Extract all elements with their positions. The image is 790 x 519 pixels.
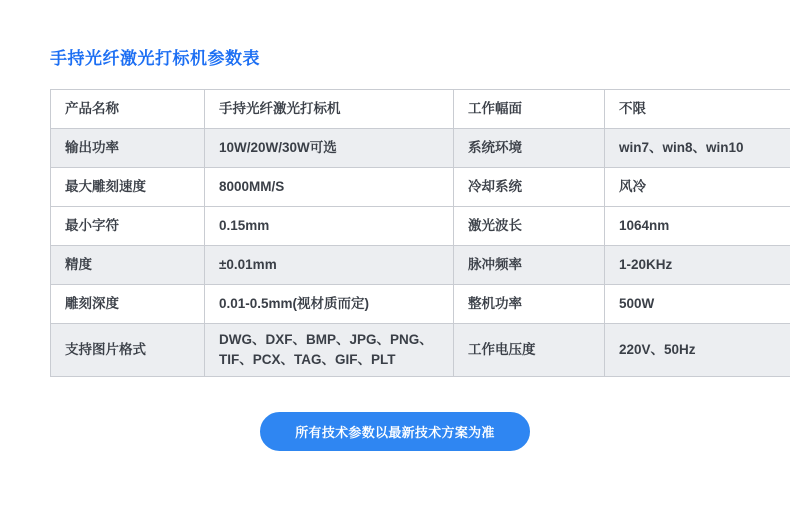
page-title: 手持光纤激光打标机参数表 bbox=[50, 49, 260, 68]
param-value: 0.15mm bbox=[205, 207, 454, 246]
table-row bbox=[51, 168, 790, 207]
param-label: 工作幅面 bbox=[454, 90, 605, 129]
param-value: 10W/20W/30W可选 bbox=[205, 129, 454, 168]
param-value: 手持光纤激光打标机 bbox=[205, 90, 454, 129]
param-value: 1-20KHz bbox=[605, 246, 790, 285]
param-label: 整机功率 bbox=[454, 285, 605, 324]
param-value: 0.01-0.5mm(视材质而定) bbox=[205, 285, 454, 324]
table-row bbox=[51, 207, 790, 246]
param-value: ±0.01mm bbox=[205, 246, 454, 285]
param-label: 冷却系统 bbox=[454, 168, 605, 207]
footnote-badge: 所有技术参数以最新技术方案为准 bbox=[260, 412, 530, 451]
table-row bbox=[51, 90, 790, 129]
param-value: 220V、50Hz bbox=[605, 324, 790, 377]
param-label: 雕刻深度 bbox=[51, 285, 205, 324]
param-value: 不限 bbox=[605, 90, 790, 129]
param-label: 工作电压度 bbox=[454, 324, 605, 377]
param-label: 激光波长 bbox=[454, 207, 605, 246]
param-label: 支持图片格式 bbox=[51, 324, 205, 377]
param-label: 输出功率 bbox=[51, 129, 205, 168]
table-row bbox=[51, 285, 790, 324]
specification-table bbox=[50, 89, 790, 377]
param-value: 1064nm bbox=[605, 207, 790, 246]
param-label: 最小字符 bbox=[51, 207, 205, 246]
table-body bbox=[51, 90, 790, 377]
table-row bbox=[51, 246, 790, 285]
param-value: 风冷 bbox=[605, 168, 790, 207]
param-label: 产品名称 bbox=[51, 90, 205, 129]
param-value: 8000MM/S bbox=[205, 168, 454, 207]
param-label: 系统环境 bbox=[454, 129, 605, 168]
param-label: 精度 bbox=[51, 246, 205, 285]
param-value: win7、win8、win10 bbox=[605, 129, 790, 168]
table-row bbox=[51, 129, 790, 168]
param-value: DWG、DXF、BMP、JPG、PNG、TIF、PCX、TAG、GIF、PLT bbox=[205, 324, 454, 377]
param-label: 脉冲频率 bbox=[454, 246, 605, 285]
param-label: 最大雕刻速度 bbox=[51, 168, 205, 207]
param-value: 500W bbox=[605, 285, 790, 324]
table-row bbox=[51, 324, 790, 377]
